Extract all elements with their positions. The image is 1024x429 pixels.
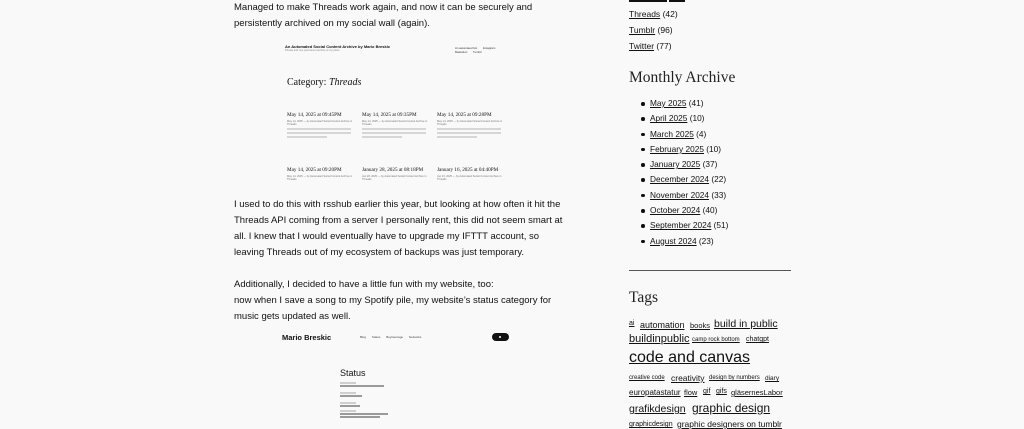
status-line — [340, 416, 380, 418]
tag-link[interactable]: flow — [684, 388, 698, 397]
status-line — [340, 405, 360, 407]
link-label[interactable]: Threads — [629, 9, 661, 19]
screenshot-status-title: Status — [340, 368, 366, 378]
tag-link[interactable]: gifs — [716, 388, 727, 395]
screenshot-nav — [360, 335, 426, 339]
screenshot-nav-item: Status — [371, 335, 381, 339]
status-line — [340, 385, 384, 387]
post-meta: May 14, 2025 — by Automated Social Content Archive in Threads — [287, 120, 353, 126]
archive-count: (40) — [702, 205, 718, 216]
status-line — [340, 395, 362, 397]
tag-link[interactable]: build in public — [714, 318, 778, 330]
tag-link[interactable]: graphic designers on tumblr — [677, 419, 782, 429]
screenshot-nav-item: Buy/average — [386, 335, 404, 339]
archive-count: (10) — [706, 143, 722, 154]
post-excerpt-line — [437, 132, 501, 134]
screenshot-nav-item: Tumblr — [473, 50, 482, 54]
paragraph-spotify — [234, 277, 564, 325]
sidebar-link-threads[interactable] — [629, 9, 678, 19]
post-meta: May 14, 2025 — by Automated Social Content Archive in Threads — [287, 175, 353, 181]
post-meta: May 14, 2025 — by Automated Social Content Archive in Threads — [362, 120, 428, 126]
screenshot-category-heading — [287, 77, 361, 88]
screenshot-post — [437, 112, 507, 138]
link-label[interactable]: Twitter — [629, 41, 655, 51]
archive-item[interactable] — [639, 172, 728, 187]
theme-toggle-icon — [492, 333, 509, 341]
post-excerpt-line — [287, 136, 327, 138]
tag-link[interactable]: diary — [765, 375, 780, 382]
sidebar-link-tumblr[interactable] — [629, 25, 673, 35]
tags-heading: Tags — [629, 289, 659, 306]
tag-link[interactable]: creativity — [671, 373, 705, 383]
tag-link[interactable]: code and canvas — [629, 349, 750, 366]
post-excerpt-line — [287, 132, 351, 134]
screenshot-post — [287, 167, 357, 181]
paragraph-line: Additionally, I decided to have a little fun with my website, too: — [234, 279, 494, 290]
tag-link[interactable]: books — [690, 321, 711, 330]
tag-link[interactable]: camp rock bottom — [692, 337, 740, 343]
archive-item[interactable] — [639, 96, 728, 111]
archive-count: (51) — [713, 220, 729, 231]
archive-link[interactable]: November 2024 — [650, 189, 710, 200]
archive-item[interactable] — [639, 157, 728, 172]
tag-link[interactable]: grafikdesign — [629, 403, 686, 415]
post-excerpt-line — [437, 136, 477, 138]
screenshot-nav-item: Networks — [408, 335, 422, 339]
archive-link[interactable]: December 2024 — [650, 174, 710, 185]
archive-count: (10) — [689, 113, 705, 124]
screenshot-post — [287, 112, 357, 138]
archive-count: (23) — [698, 235, 714, 246]
post-meta: Jan 16, 2025 — by Automated Social Content Archive in Threads — [437, 175, 502, 181]
archive-item[interactable] — [639, 111, 728, 126]
tag-link[interactable]: graphicdesign — [629, 421, 673, 428]
partial-count-bar — [669, 0, 685, 2]
tag-link[interactable]: chatgpt — [746, 336, 769, 343]
post-excerpt-line — [362, 132, 426, 134]
tag-link[interactable]: gif — [703, 388, 711, 395]
post-title: May 14, 2025 at 09:28PM — [437, 112, 492, 118]
paragraph-line: now when I save a song to my Spotify pile, my website’s status category for music gets updated as well. — [234, 295, 552, 322]
archive-item[interactable] — [639, 127, 728, 142]
link-count: (77) — [656, 41, 672, 51]
screenshot-post — [437, 167, 507, 181]
paragraph-intro: Managed to make Threads work again, and now it can be securely and persistently archived on my social wall (again). — [234, 2, 533, 29]
archive-count: (41) — [688, 98, 704, 108]
screenshot-post — [362, 112, 432, 138]
archive-link[interactable]: September 2024 — [650, 220, 712, 231]
tag-link[interactable]: design by numbers — [709, 375, 760, 381]
post-meta: May 14, 2025 — by Automated Social Content Archive in Threads — [437, 120, 503, 126]
paragraph-rsshub: I used to do this with rsshub earlier this year, but looking at how often it hit the Threads API coming from a server I personally rent, this did not seem smart at all. I knew that I would eventually have to upgrade my IFTTT account, so leaving Threads out of my ecosystem of backups was just temporary. — [234, 199, 563, 258]
archive-count: (37) — [702, 159, 718, 170]
status-line — [340, 413, 388, 415]
post-title: May 14, 2025 at 09:35PM — [362, 112, 417, 118]
screenshot-nav-item: Mastodon — [455, 50, 468, 54]
screenshot-post — [362, 167, 432, 181]
tag-link[interactable]: ai — [629, 320, 635, 327]
status-line — [340, 392, 356, 394]
screenshot-nav-item: Blog — [360, 335, 367, 339]
screenshot-site-name: Mario Breskic — [282, 333, 332, 342]
archive-item[interactable] — [639, 203, 728, 218]
post-excerpt-line — [362, 136, 402, 138]
status-line — [340, 382, 356, 384]
post-meta: Jan 28, 2025 — by Automated Social Content Archive in Threads — [362, 175, 427, 181]
tag-link[interactable]: europatastatur — [629, 388, 681, 397]
screenshot-site-subtitle: Private and non-permanent archive of my posts — [285, 49, 340, 52]
archive-count: (4) — [696, 128, 707, 139]
post-title: May 14, 2025 at 09:45PM — [287, 112, 342, 118]
partial-link-bar[interactable] — [629, 0, 667, 2]
sidebar-link-twitter[interactable] — [629, 41, 672, 51]
threads-category-screenshot — [285, 40, 515, 192]
sidebar-link-partial[interactable] — [629, 0, 685, 4]
screenshot-nav-item: Instagram — [482, 46, 496, 50]
link-count: (96) — [657, 25, 673, 35]
monthly-archive-list — [639, 96, 728, 249]
post-title: January 28, 2025 at 08:18PM — [362, 167, 424, 173]
tag-link[interactable]: gläsernesLabor — [731, 388, 783, 397]
status-page-screenshot — [280, 326, 515, 427]
archive-item[interactable] — [639, 188, 728, 203]
post-title: May 14, 2025 at 09:20PM — [287, 167, 342, 173]
link-count: (42) — [662, 9, 678, 19]
archive-item[interactable] — [639, 142, 728, 157]
archive-link[interactable]: August 2024 — [650, 235, 697, 246]
archive-count: (33) — [711, 189, 727, 200]
status-line — [340, 402, 356, 404]
post-title: January 16, 2025 at 04:40PM — [437, 167, 499, 173]
archive-item[interactable] — [639, 234, 728, 249]
archive-link[interactable]: March 2025 — [650, 128, 694, 139]
post-excerpt-line — [362, 128, 426, 130]
archive-item[interactable] — [639, 218, 728, 233]
tag-link[interactable]: automation — [640, 320, 685, 330]
category-name: Threads — [328, 77, 362, 88]
archive-link[interactable]: April 2025 — [650, 113, 688, 124]
screenshot-nav — [455, 46, 515, 54]
link-label[interactable]: Tumblr — [629, 25, 656, 35]
category-label: Category: — [287, 77, 327, 88]
tag-link[interactable]: buildinpublic — [629, 333, 690, 345]
screenshot-nav-item: An automated bot — [455, 46, 478, 50]
monthly-archive-heading: Monthly Archive — [629, 69, 736, 86]
sidebar-divider — [629, 270, 791, 271]
post-excerpt-line — [437, 128, 501, 130]
tag-link[interactable]: creative code — [629, 375, 665, 381]
archive-link[interactable]: October 2024 — [650, 205, 701, 216]
archive-link[interactable]: January 2025 — [650, 159, 701, 170]
tag-link[interactable]: graphic design — [692, 401, 771, 415]
archive-count: (22) — [711, 174, 727, 185]
archive-link[interactable]: February 2025 — [650, 143, 704, 154]
status-line — [340, 410, 356, 412]
post-excerpt-line — [287, 128, 351, 130]
screenshot-site-title: An Automated Social Content Archive by Mario Breskic — [285, 44, 391, 49]
archive-link[interactable]: May 2025 — [650, 98, 687, 108]
